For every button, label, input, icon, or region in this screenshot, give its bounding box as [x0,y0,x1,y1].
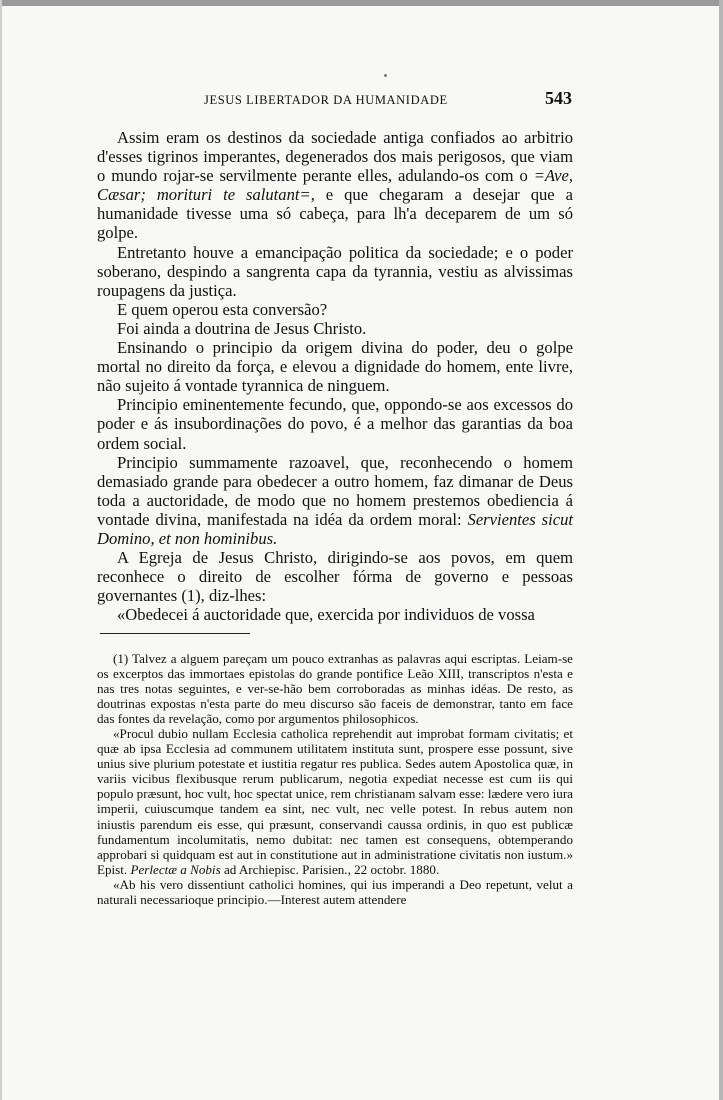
paragraph: Principio summamente razoavel, que, reconhecendo o homem demasiado grande para obedecer a outro homem, faz dimanar de Deus toda a auctoridade, de modo que no homem prestemos obediencia á vontade divina, manifestada na idéa da ordem moral: Servientes sicut Domino, et non hominibus. [97,452,573,548]
latin-quote: Servientes sicut Domino, et non hominibus. [97,509,573,548]
cited-title: Perlectæ a Nobis [130,861,221,877]
print-speck [384,74,387,77]
paragraph: Entretanto houve a emancipação politica da sociedade; e o poder soberano, despindo a sangrenta capa da tyrannia, vestiu as alvissimas roupagens da justiça. [97,242,573,300]
paragraph: A Egreja de Jesus Christo, dirigindo-se aos povos, em quem reconhece o direito de escolher fórma de governo e pessoas governantes (1), diz-lhes: [97,548,573,606]
paragraph: Assim eram os destinos da sociedade antiga confiados ao arbitrio d'esses tigrinos imperantes, degenerados dos mais perigosos, que viam o mundo rojar-se servilmente perante elles, adulando-os com o =Ave, Cæsar; morituri te salutant=, e que chegaram a desejar que a humanidade tivesse uma só cabeça, para lh'a deceparem de um só golpe. [97,128,573,243]
footnote: «Ab his vero dissentiunt catholici homines, qui ius imperandi a Deo repetunt, velut a naturali necessarioque principio.—Interest autem attendere [97,876,573,907]
paragraph: E quem operou esta conversão? [117,299,328,319]
page-top-edge [0,0,723,6]
footnotes [97,651,573,907]
page-right-edge [719,0,723,1100]
running-title: JESUS LIBERTADOR DA HUMANIDADE [204,93,448,107]
page-left-edge [0,0,2,1100]
footnote: (1) Talvez a alguem pareçam um pouco extranhas as palavras aqui escriptas. Leiam-se os excerptos das immortaes epistolas do grande pontifice Leão XIII, transcriptos n'esta e nas tres notas seguintes, e ver-se-hão bem corroboradas as minhas idéas. De resto, as doutrinas expostas n'esta parte do meu discurso são faceis de demonstrar, tanto em face das fontes da revelação, como por argumentos philosophicos. [97,651,573,727]
page-header [97,88,572,112]
footnote-rule [100,633,250,634]
footnote: «Procul dubio nullam Ecclesia catholica reprehendit aut improbat formam civitatis; et quæ ab ipsa Ecclesia ad communem utilitatem instituta sunt, prospere esse possunt, sive unius sive plurium potestate et iustitia regatur res publica. Sedes autem Apostolica quæ, in variis vicibus flexibusque rerum publicarum, negotia expediat necesse est cum iis qui populo præsunt, hoc vult, hoc spectat unice, rem christianam salvam esse: lædere vero iura imperii, cuiuscumque tandem ea sint, nec vult, nec velle potest. In rebus autem non iniustis parendum eis esse, qui præsunt, conservandi caussa ordinis, in quo est publicæ fundamentum incolumitatis, nemo dubitat: nec tamen est consequens, obtemperando approbari si quidquam est aut in constitutione aut in administratione civitatis non iustum.» Epist. Perlectæ a Nobis ad Archiepisc. Parisien., 22 octobr. 1880. [97,726,573,877]
main-text [97,128,573,624]
paragraph: Principio eminentemente fecundo, que, oppondo-se aos excessos do poder e ás insubordinações do povo, é a melhor das garantias da boa ordem social. [97,395,573,453]
paragraph: «Obedecei á auctoridade que, exercida por individuos de vossa [117,605,535,625]
paragraph: Ensinando o principio da origem divina do poder, deu o golpe mortal no direito da força, e elevou a dignidade do homem, ente livre, não sujeito á vontade tyrannica de ninguem. [97,338,573,396]
paragraph: Foi ainda a doutrina de Jesus Christo. [117,318,367,338]
page-number: 543 [545,88,572,108]
latin-quote: =Ave, Cæsar; morituri te salutant= [97,166,573,205]
